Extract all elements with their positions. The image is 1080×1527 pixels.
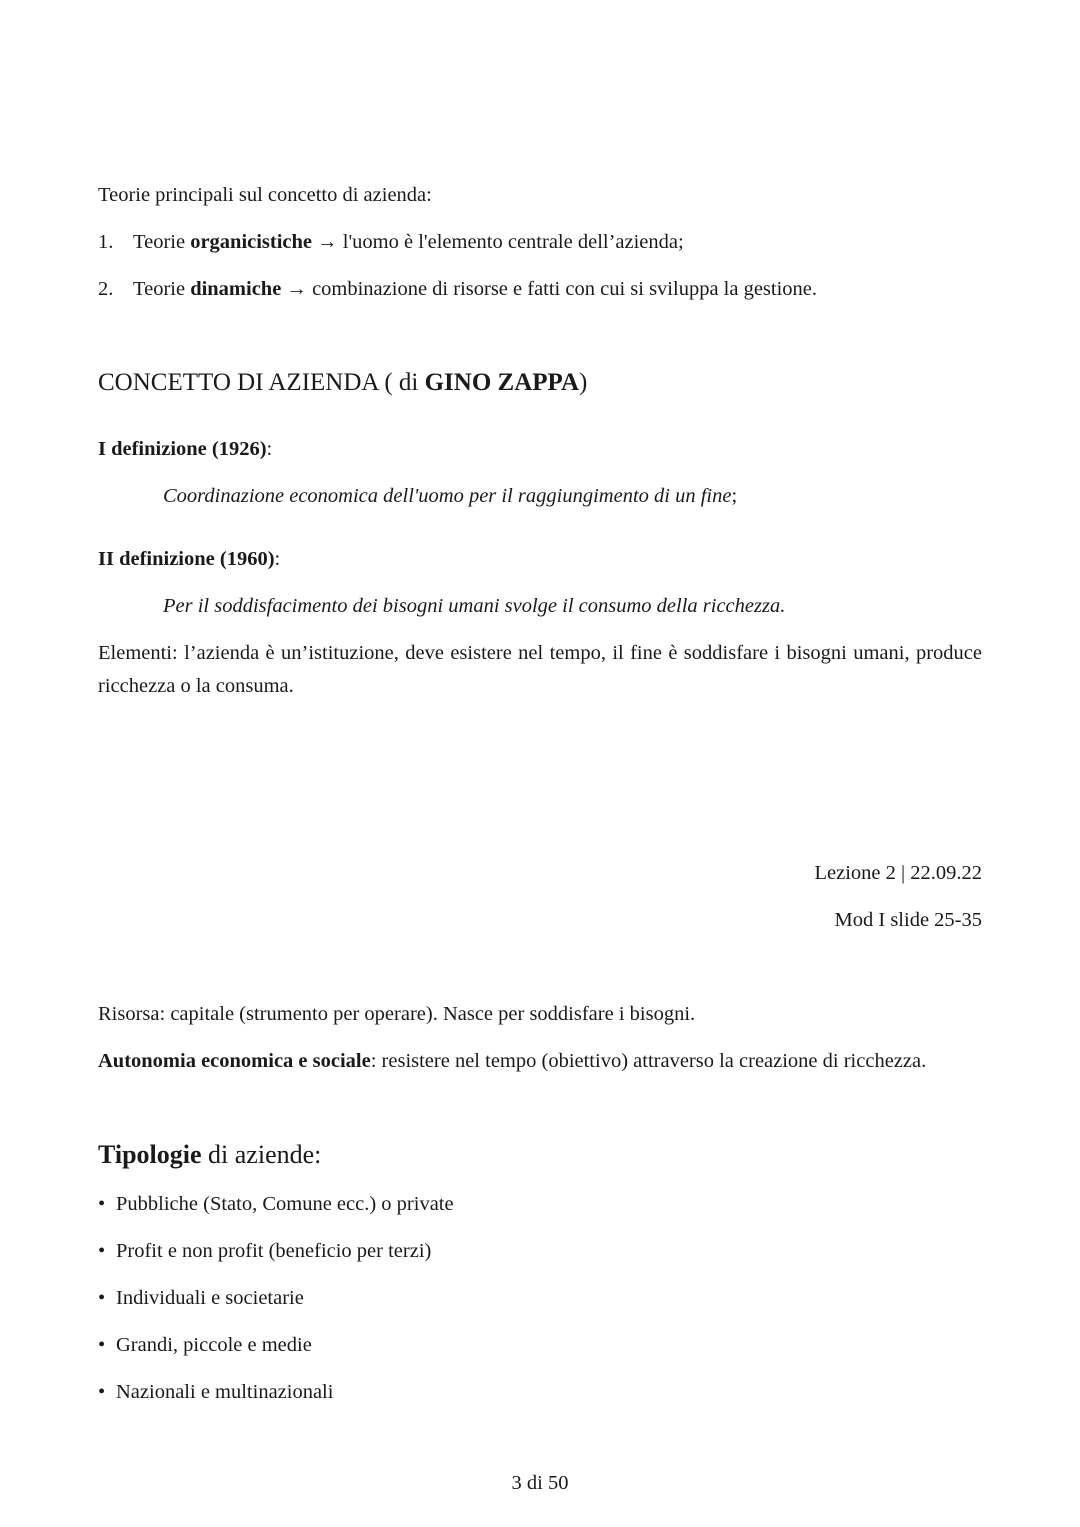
theory-item-2 bbox=[98, 276, 817, 302]
lesson-title: Lezione 2 | 22.09.22 bbox=[814, 862, 982, 884]
list-item-text: Individuali e societarie bbox=[116, 1287, 304, 1309]
list-item bbox=[98, 1191, 454, 1217]
definition-1-text bbox=[163, 483, 737, 509]
types-heading-bold: Tipologie bbox=[98, 1140, 202, 1169]
list-item bbox=[98, 1238, 431, 1264]
definition-1-colon: : bbox=[266, 438, 273, 460]
bullet-icon: • bbox=[98, 1287, 106, 1309]
definition-2-colon: : bbox=[274, 548, 281, 570]
definition-1-end: ; bbox=[731, 485, 738, 507]
autonomia-paragraph bbox=[98, 1048, 926, 1074]
elements-paragraph: Elementi: l’azienda è un’istituzione, deve esistere nel tempo, il fine è soddisfare i bisogni umani, produce ricchezza o la consuma. bbox=[98, 642, 982, 697]
definition-1-title: I definizione (1926) bbox=[98, 438, 267, 460]
theory-item-number: 1. bbox=[98, 231, 114, 253]
theory-item-prefix: Teorie bbox=[133, 278, 191, 300]
definition-1-label bbox=[98, 436, 272, 462]
arrow-icon: → bbox=[281, 278, 313, 300]
theory-item-description: l'uomo è l'elemento centrale dell’azienda; bbox=[342, 231, 684, 253]
theory-item-term: dinamiche bbox=[190, 278, 282, 300]
list-item bbox=[98, 1285, 304, 1311]
autonomia-term: Autonomia economica e sociale bbox=[98, 1050, 371, 1072]
theory-item-number: 2. bbox=[98, 278, 114, 300]
theory-item-prefix: Teorie bbox=[133, 231, 191, 253]
list-item-text: Profit e non profit (beneficio per terzi) bbox=[116, 1240, 432, 1262]
theory-item-term: organicistiche bbox=[190, 231, 313, 253]
autonomia-description: : resistere nel tempo (obiettivo) attraverso la creazione di ricchezza. bbox=[370, 1050, 927, 1072]
bullet-icon: • bbox=[98, 1240, 106, 1262]
definition-2-title: II definizione (1960) bbox=[98, 548, 275, 570]
definition-1-quote: Coordinazione economica dell'uomo per il raggiungimento di un fine bbox=[163, 485, 732, 507]
bullet-icon: • bbox=[98, 1381, 106, 1403]
page-number: 3 di 50 bbox=[511, 1472, 569, 1494]
theory-item-description: combinazione di risorse e fatti con cui si sviluppa la gestione. bbox=[312, 278, 818, 300]
lesson-slides: Mod I slide 25-35 bbox=[834, 909, 982, 931]
concept-heading-prefix: CONCETTO DI AZIENDA ( di bbox=[98, 369, 425, 396]
bullet-icon: • bbox=[98, 1193, 106, 1215]
concept-heading-author: GINO ZAPPA bbox=[424, 369, 580, 396]
risorsa-paragraph: Risorsa: capitale (strumento per operare). Nasce per soddisfare i bisogni. bbox=[98, 1003, 696, 1025]
types-heading-rest: di aziende: bbox=[201, 1140, 322, 1169]
definition-2-text: Per il soddisfacimento dei bisogni umani svolge il consumo della ricchezza. bbox=[163, 595, 786, 617]
arrow-icon: → bbox=[312, 231, 343, 253]
list-item bbox=[98, 1332, 312, 1358]
types-heading bbox=[98, 1140, 321, 1170]
list-item-text: Grandi, piccole e medie bbox=[116, 1334, 312, 1356]
bullet-icon: • bbox=[98, 1334, 106, 1356]
list-item bbox=[98, 1379, 333, 1405]
list-item-text: Nazionali e multinazionali bbox=[116, 1381, 334, 1403]
definition-2-label bbox=[98, 546, 280, 572]
theories-intro: Teorie principali sul concetto di azienda: bbox=[98, 184, 432, 206]
theory-item-1 bbox=[98, 229, 684, 255]
concept-heading-suffix: ) bbox=[579, 369, 588, 396]
list-item-text: Pubbliche (Stato, Comune ecc.) o private bbox=[116, 1193, 454, 1215]
concept-heading bbox=[98, 368, 587, 398]
